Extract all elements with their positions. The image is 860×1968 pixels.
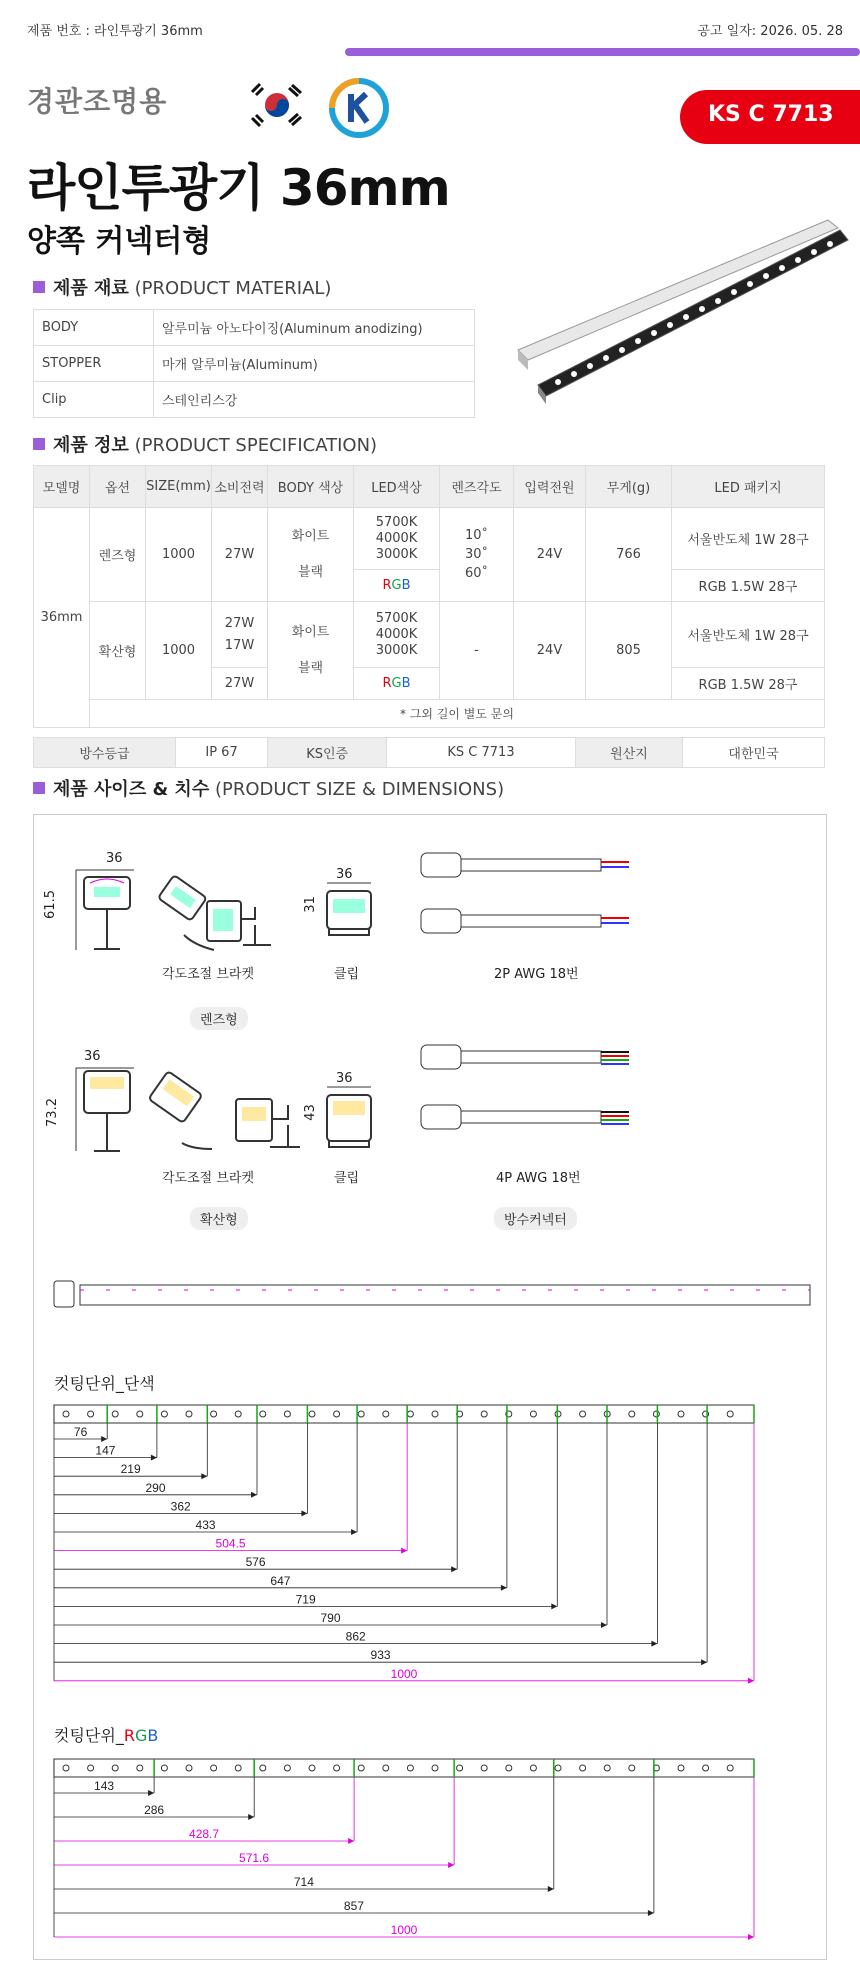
dimensions-heading: 제품 사이즈 & 치수 (PRODUCT SIZE & DIMENSIONS) [33,775,504,801]
cut-length-label: 647 [270,1573,291,1588]
kc-mark-icon [328,77,390,143]
clip2-width-label: 36 [336,1071,353,1086]
cut-length-label: 143 [94,1779,115,1793]
korea-flag-icon [248,80,306,134]
clip2-label: 클립 [334,1171,360,1186]
ks-certification-badge: KS C 7713 [680,90,860,144]
clip1-label: 클립 [334,967,360,982]
cut-length-label: 719 [295,1592,316,1607]
cut-length-label: 290 [145,1480,166,1495]
table-row: STOPPER 마개 알루미늄(Aluminum) [34,346,475,382]
material-table [33,309,475,418]
cut-length-label: 286 [144,1803,165,1817]
spec-table: 모델명 옵션 SIZE(mm) 소비전력 BODY 색상 LED색상 렌즈각도 입력전원 무게(g) LED 패키지 36mm 렌즈형 1000 27W 화이트 블랙 5700K 4000K 3000K 10˚ 30˚ 60˚ 24V 766 서울반도체 1W 28구 RGB RGB 1.5W 28구 확산형 1000 27W 17W 화이트 블랙 5700K 4000K 3000K - 24V 805 서울반도체 1W 28구 27W RGB RGB 1.5W 28구 * 그외 길이 별도 문의 [33,465,825,728]
cut-length-label: 433 [195,1518,216,1532]
lens-type-pill: 렌즈형 [190,1007,248,1030]
notice-date: 공고 일자: 2026. 05. 28 [697,24,843,39]
cut-length-label: 147 [95,1443,116,1458]
cut-length-label: 576 [245,1555,266,1570]
cut-length-label: 1000 [390,1923,418,1937]
cut-length-label: 362 [170,1499,191,1514]
clip2-drawing [319,1085,389,1155]
cutting-rgb-title: 컷팅단위_RGB [54,1726,159,1745]
cut-length-label: 428.7 [189,1827,220,1841]
cable-4p-label: 4P AWG 18번 [496,1171,581,1186]
lens-height-label: 61.5 [42,890,58,919]
full-length-drawing [52,1277,814,1313]
clip1-drawing [319,881,389,941]
product-title: 라인투광기 36mm [27,159,450,217]
cable-2p-label: 2P AWG 18번 [494,967,579,982]
diff-height-label: 73.2 [44,1098,60,1127]
certification-table: 방수등급 IP 67 KS인증 KS C 7713 원산지 대한민국 [33,737,825,768]
diff-bracket-label: 각도조절 브라켓 [162,1171,255,1186]
product-image [518,210,860,414]
cutting-rgb-diagram [52,1757,772,1957]
cable-4p-drawing [419,1035,649,1155]
category-label: 경관조명용 [27,85,168,118]
cut-length-label: 933 [370,1648,391,1663]
material-heading: 제품 재료 (PRODUCT MATERIAL) [33,274,331,300]
product-number: 제품 번호 : 라인투광기 36mm [27,24,203,39]
table-row: Clip 스테인리스강 [34,382,475,418]
spec-heading: 제품 정보 (PRODUCT SPECIFICATION) [33,431,377,457]
diff-width-label: 36 [84,1049,101,1064]
waterproof-connector-pill: 방수커넥터 [494,1207,577,1230]
cable-2p-drawing [419,843,649,953]
product-subtitle: 양쪽 커넥터형 [27,224,212,259]
clip1-width-label: 36 [336,867,353,882]
cut-length-label: 790 [320,1611,341,1625]
cutting-mono-diagram [52,1403,772,1681]
diffuse-type-pill: 확산형 [190,1207,248,1230]
cut-length-label: 219 [120,1462,141,1477]
cut-length-label: 862 [345,1629,366,1644]
cut-length-label: 504.5 [215,1536,246,1551]
diff-profile-drawing [64,1063,304,1163]
header-accent-bar [345,48,860,56]
clip2-height-label: 43 [302,1104,318,1121]
cut-length-label: 714 [293,1875,314,1889]
dimensions-panel [33,814,827,1960]
lens-side-bracket-drawing [199,895,289,955]
table-row: BODY 알루미늄 아노다이징(Aluminum anodizing) [34,310,475,346]
cutting-mono-title: 컷팅단위_단색 [54,1374,155,1393]
lens-bracket-label: 각도조절 브라켓 [162,967,255,982]
cut-length-label: 76 [73,1425,88,1439]
cut-length-label: 1000 [390,1666,418,1681]
clip1-height-label: 31 [302,896,318,913]
cut-length-label: 857 [343,1899,364,1913]
cut-length-label: 571.6 [239,1851,270,1865]
lens-width-label: 36 [106,851,123,866]
